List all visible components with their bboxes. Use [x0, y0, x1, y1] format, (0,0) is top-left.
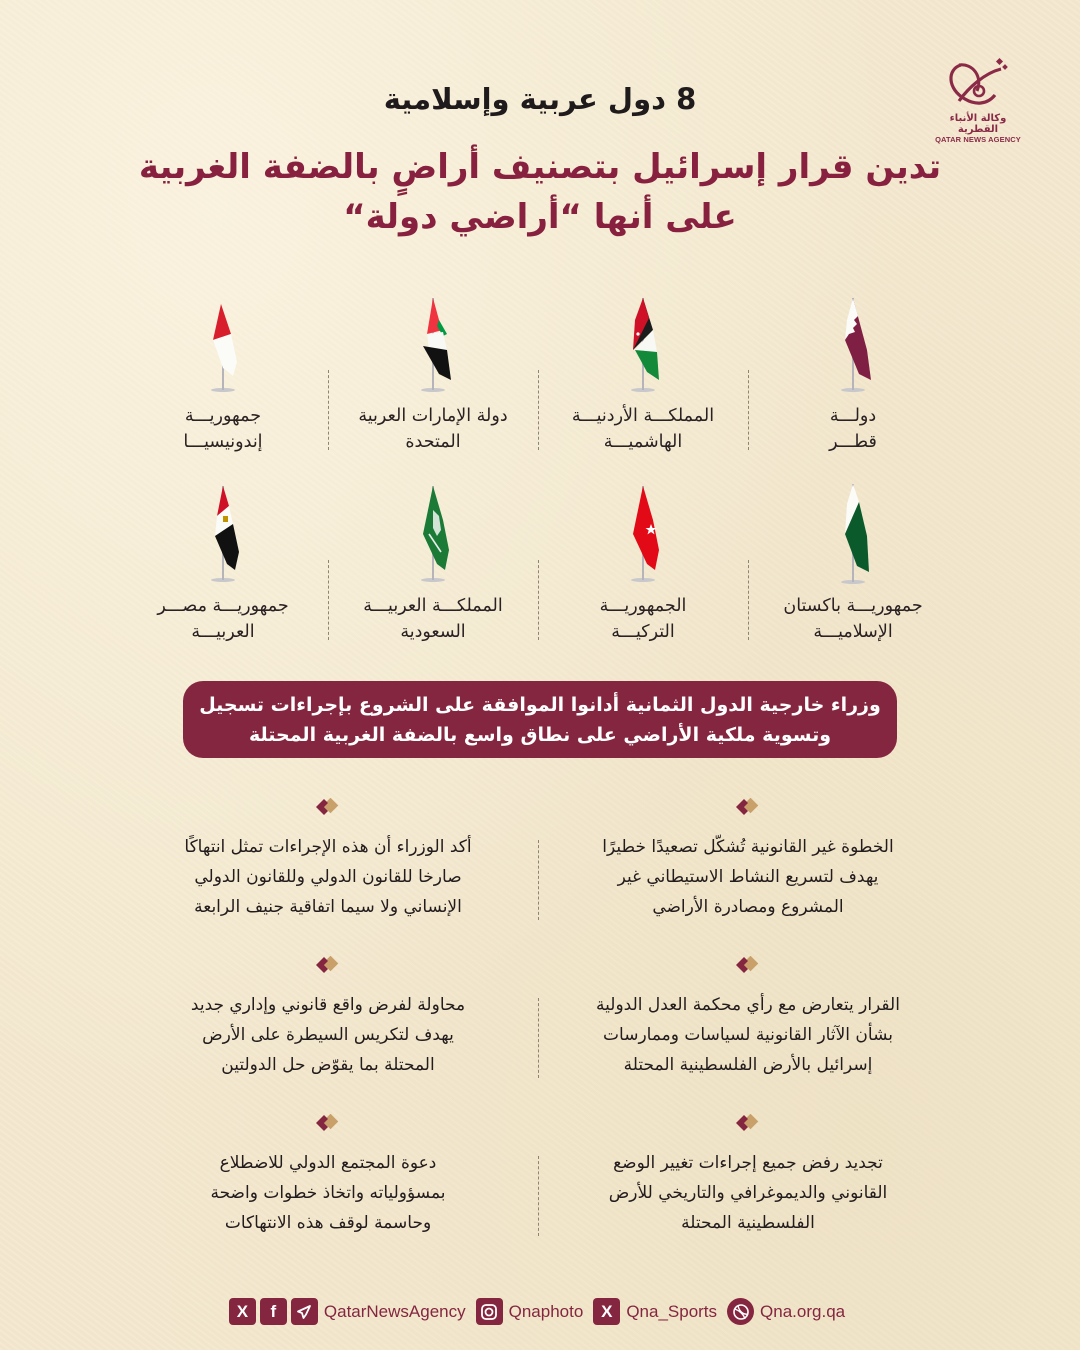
text-line: المشروع ومصادرة الأراضي [652, 897, 844, 917]
diamond-bullet-icon [315, 956, 341, 974]
text-line: إسرائيل بالأرض الفلسطينية المحتلة [623, 1055, 873, 1075]
kicker-title: 8 دول عربية وإسلامية [383, 82, 697, 116]
x-icon[interactable]: X [593, 1298, 620, 1325]
uae-flag-icon [403, 290, 463, 395]
text-line: القانوني والديموغرافي والتاريخي للأرض [608, 1183, 888, 1203]
divider [538, 840, 539, 920]
points-row-2 [118, 948, 958, 1106]
saudi-flag-icon [403, 480, 463, 585]
country-name [748, 403, 958, 455]
text-line: بمسؤولياته واتخاذ خطوات واضحة [210, 1183, 446, 1203]
country-pakistan [748, 475, 958, 665]
diamond-bullet-icon [735, 956, 761, 974]
website-link[interactable]: Qna.org.qa [760, 1301, 846, 1321]
points-row-1 [118, 790, 958, 948]
turkey-flag-icon [613, 480, 673, 585]
country-indonesia [118, 285, 328, 475]
key-point-text [548, 990, 948, 1080]
country-name-line-2: السعودية [400, 622, 466, 642]
country-name [328, 593, 538, 645]
divider [538, 1156, 539, 1236]
country-jordan [538, 285, 748, 475]
summary-banner [183, 681, 897, 758]
pakistan-flag-icon [823, 480, 883, 585]
country-name-line-1: جمهوريـــة مصـــر [157, 596, 289, 616]
countries-row-1 [118, 285, 958, 475]
headline-line-1: تدين قرار إسرائيل بتصنيف أراضٍ بالضفة الغربية [138, 147, 942, 187]
text-line: محاولة لفرض واقع قانوني وإداري جديد [190, 995, 466, 1015]
text-line: صارخا للقانون الدولي وللقانون الدولي [194, 867, 462, 887]
country-name-line-2: إندونيسيـــا [183, 432, 263, 452]
country-name-line-2: الإسلاميـــة [813, 622, 893, 642]
text-line: أكد الوزراء أن هذه الإجراءات تمثل انتهاكًا [184, 837, 472, 857]
country-name-line-1: جمهوريـــة [184, 406, 262, 426]
text-line: تجديد رفض جميع إجراءات تغيير الوضع [613, 1153, 883, 1173]
indonesia-flag-icon [193, 290, 253, 395]
text-line: يهدف لتسريع النشاط الاستيطاني غير [617, 867, 879, 887]
globe-icon[interactable] [727, 1298, 754, 1325]
country-name-line-2: قطـــر [829, 432, 877, 452]
key-point [538, 1106, 958, 1264]
country-name-line-2: الهاشميـــة [603, 432, 683, 452]
points-row-3 [118, 1106, 958, 1264]
country-name-line-1: المملكـــة الأردنيـــة [571, 406, 715, 426]
key-point-text [548, 832, 948, 922]
key-point-text [128, 990, 528, 1080]
headline [0, 142, 1080, 242]
key-points [118, 790, 958, 1264]
country-name [328, 403, 538, 455]
key-point-text [128, 1148, 528, 1238]
text-line: وحاسمة لوقف هذه الانتهاكات [224, 1213, 432, 1233]
divider [538, 998, 539, 1078]
diamond-bullet-icon [735, 1114, 761, 1132]
handle-qna-sports[interactable]: Qna_Sports [626, 1301, 718, 1321]
key-point [538, 790, 958, 948]
key-point [118, 790, 538, 948]
diamond-bullet-icon [315, 1114, 341, 1132]
countries-row-2 [118, 475, 958, 665]
qatar-flag-icon [823, 290, 883, 395]
egypt-flag-icon [193, 480, 253, 585]
country-name-line-2: التركيـــة [611, 622, 675, 642]
country-uae [328, 285, 538, 475]
key-point-text [128, 832, 528, 922]
country-name-line-2: المتحدة [405, 432, 461, 452]
country-name-line-1: دولة الإمارات العربية [358, 406, 508, 426]
text-line: يهدف لتكريس السيطرة على الأرض [202, 1025, 454, 1045]
country-name-line-1: المملكـــة العربيـــة [363, 596, 503, 616]
country-qatar [748, 285, 958, 475]
country-egypt [118, 475, 328, 665]
key-point [118, 1106, 538, 1264]
x-icon[interactable]: X [229, 1298, 256, 1325]
banner-line-1: وزراء خارجية الدول الثمانية أدانوا الموافقة على الشروع بإجراءات تسجيل [199, 694, 881, 716]
logo-arabic-name: وكالة الأنباء القطرية [949, 113, 1007, 135]
country-name-line-2: العربيـــة [191, 622, 255, 642]
social-footer [0, 1298, 1080, 1325]
text-line: دعوة المجتمع الدولي للاضطلاع [219, 1153, 437, 1173]
key-point [538, 948, 958, 1106]
country-name [118, 403, 328, 455]
text-line: الخطوة غير القانونية تُشكّل تصعيدًا خطيرًا [602, 837, 894, 857]
facebook-icon[interactable]: f [260, 1298, 287, 1325]
headline-line-2: على أنها “أراضي دولة“ [343, 197, 737, 237]
country-name-line-1: دولـــة [829, 406, 877, 426]
countries-grid [118, 285, 958, 665]
handle-qatarnewsagency[interactable]: QatarNewsAgency [323, 1301, 466, 1321]
telegram-icon[interactable] [291, 1298, 318, 1325]
text-line: المحتلة بما يقوّض حل الدولتين [221, 1055, 435, 1075]
text-line: الإنساني ولا سيما اتفاقية جنيف الرابعة [194, 897, 462, 917]
text-line: القرار يتعارض مع رأي محكمة العدل الدولية [596, 995, 900, 1015]
country-name-line-1: الجمهوريـــة [599, 596, 687, 616]
diamond-bullet-icon [735, 798, 761, 816]
country-name [118, 593, 328, 645]
handle-qnaphoto[interactable]: Qnaphoto [508, 1301, 584, 1321]
instagram-icon[interactable] [476, 1298, 503, 1325]
country-name [748, 593, 958, 645]
country-name [538, 593, 748, 645]
key-point [118, 948, 538, 1106]
logo-english-name: QATAR NEWS AGENCY [935, 135, 1021, 144]
country-name [538, 403, 748, 455]
banner-line-2: وتسوية ملكية الأراضي على نطاق واسع بالضفة الغربية المحتلة [248, 724, 832, 746]
text-line: بشأن الآثار القانونية لسياسات وممارسات [603, 1025, 893, 1045]
diamond-bullet-icon [315, 798, 341, 816]
key-point-text [548, 1148, 948, 1238]
text-line: الفلسطينية المحتلة [681, 1213, 815, 1233]
country-name-line-1: جمهوريـــة باكستان [783, 596, 923, 616]
jordan-flag-icon [613, 290, 673, 395]
country-saudi-arabia [328, 475, 538, 665]
country-turkey [538, 475, 748, 665]
